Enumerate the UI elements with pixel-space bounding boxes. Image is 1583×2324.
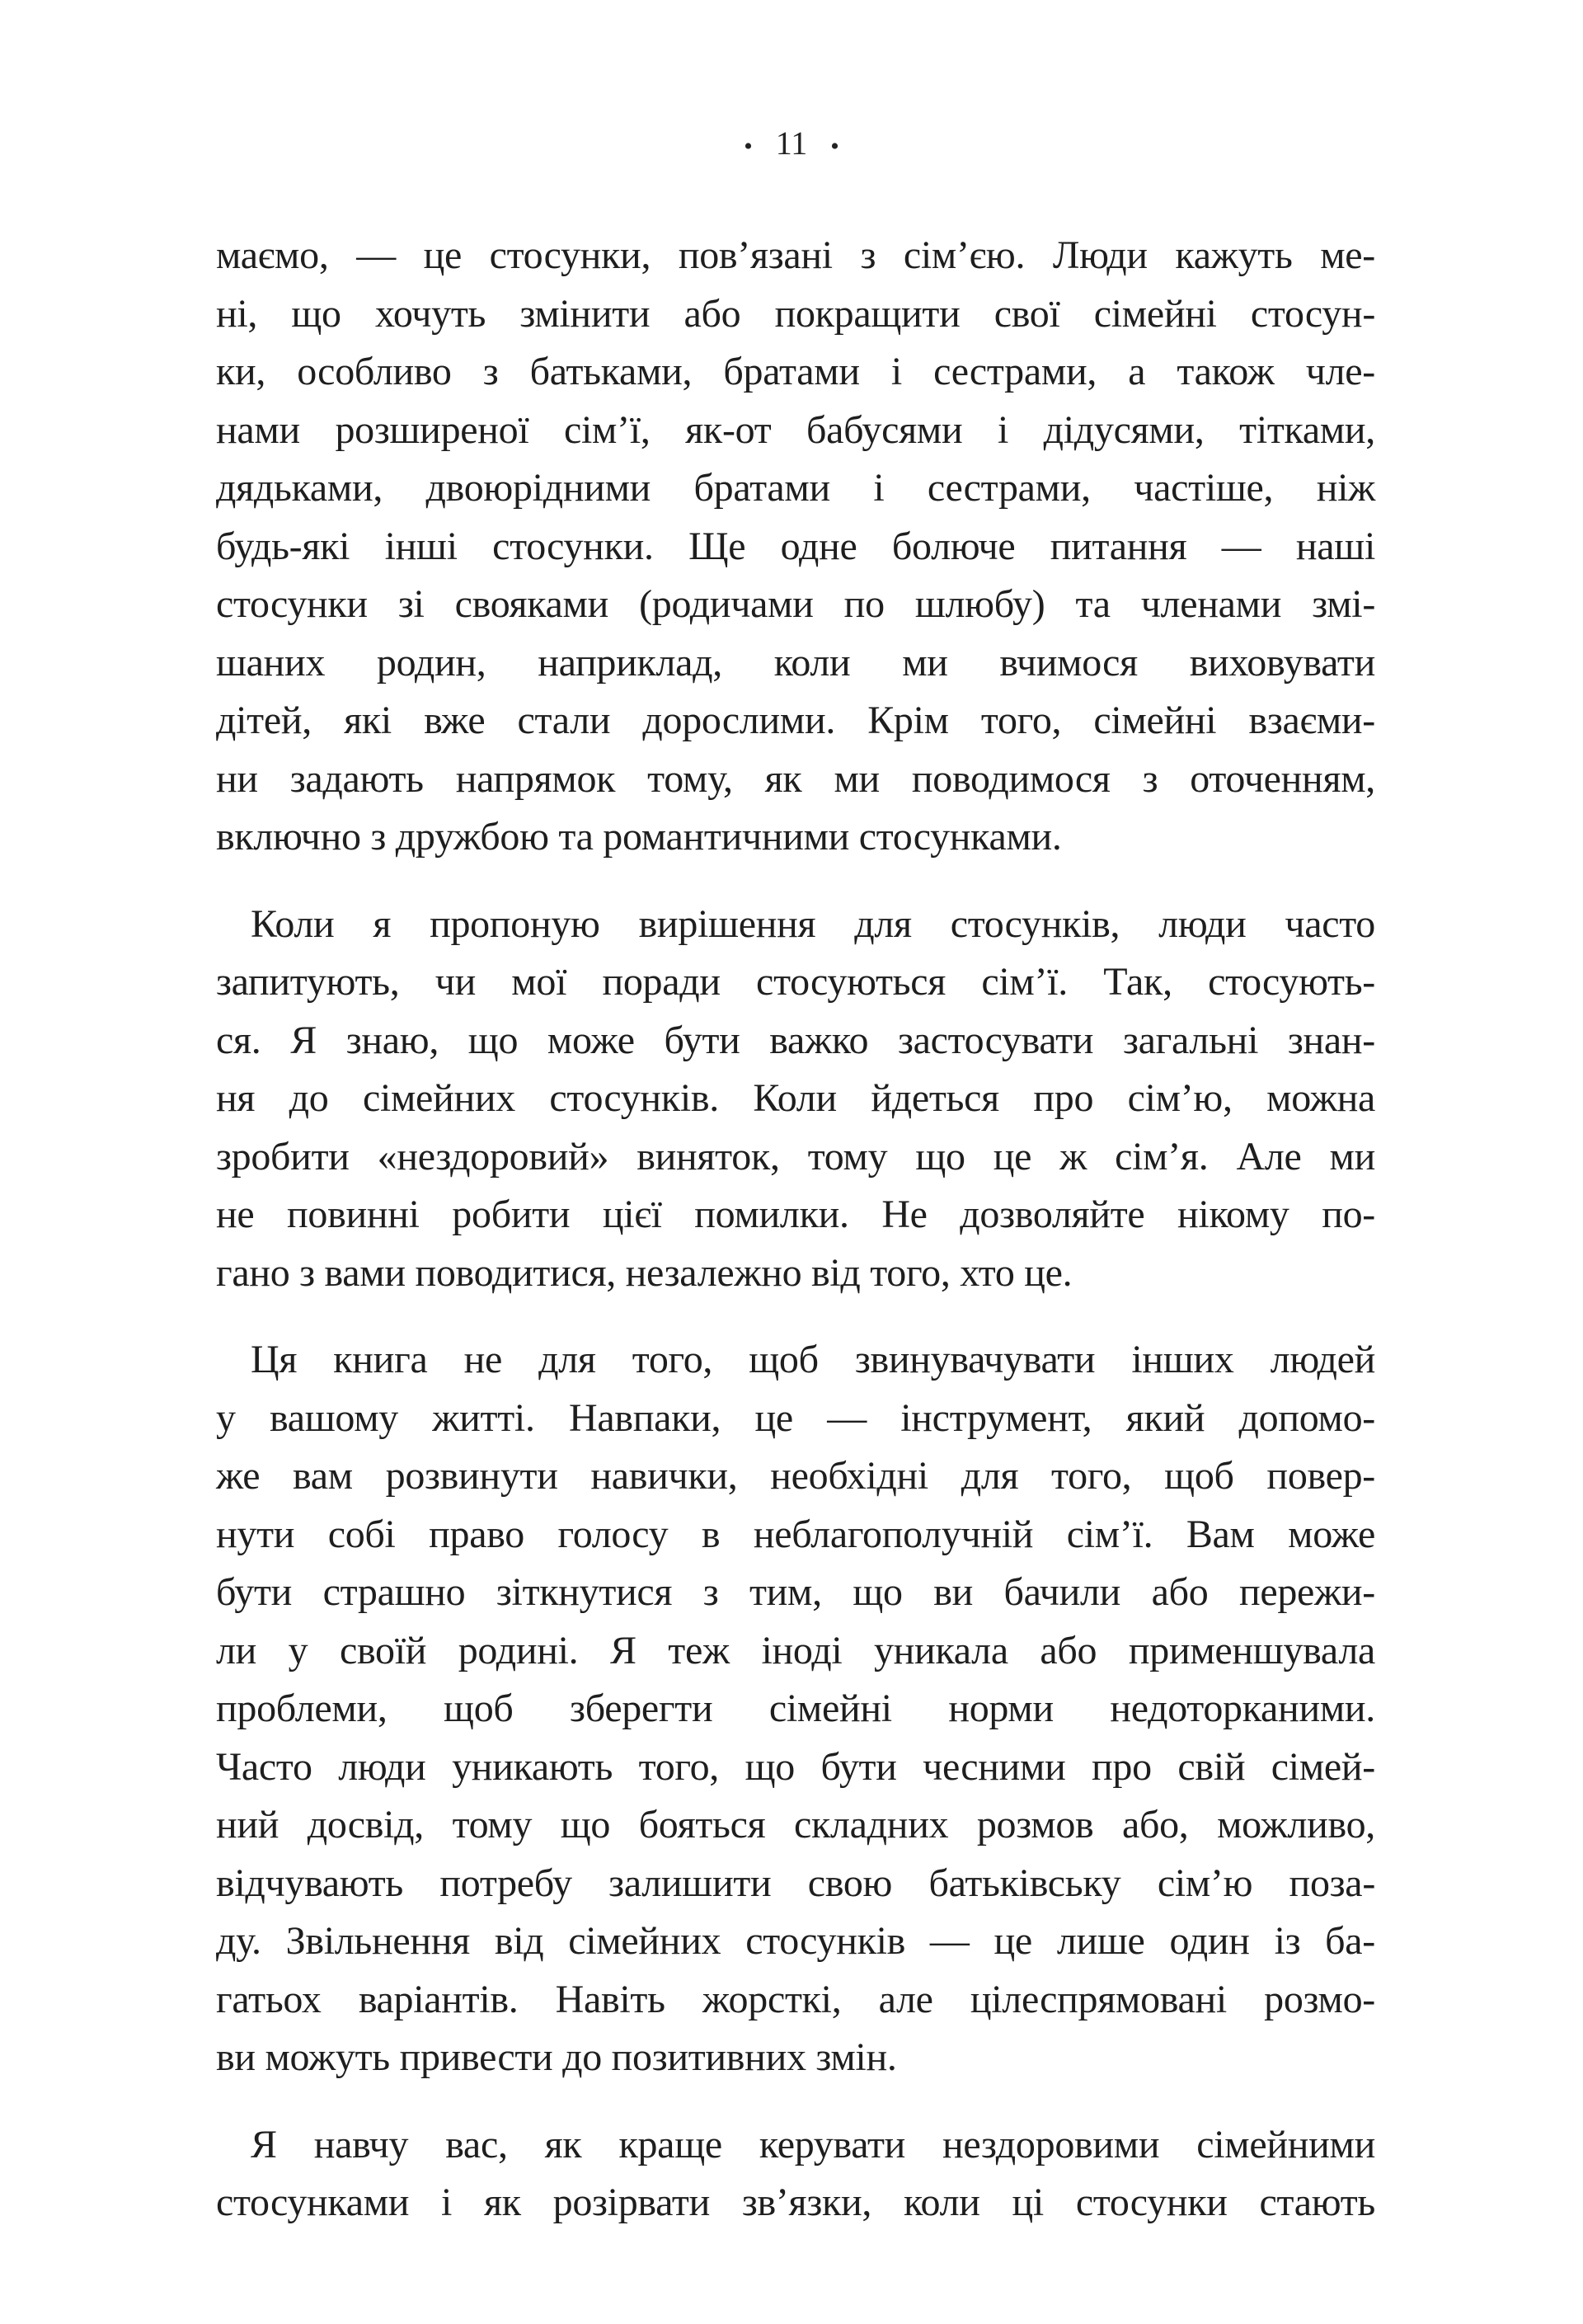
bullet-icon: • [744,132,753,160]
text-line: маємо, — це стосунки, пов’язані з сім’єю. Люди кажуть ме- [216,233,1375,277]
text-line: стосунки зі свояками (родичами по шлюбу) та членами змі- [216,582,1375,626]
text-line: стосунками і як розірвати зв’язки, коли ці стосунки стають [216,2181,1375,2224]
bullet-icon: • [830,132,839,160]
paragraph [216,1331,1375,2087]
text-line: не повинні робити цієї помилки. Не дозволяйте нікому по- [216,1193,1375,1236]
text-line: ни задають напрямок тому, як ми поводимося з оточенням, [216,756,1375,801]
text-line: будь-які інші стосунки. Ще одне болюче питання — наші [216,524,1375,568]
page-number-text: 11 [775,125,808,162]
body-text [216,227,1375,2261]
text-line: ви можуть привести до позитивних змін. [216,2035,897,2079]
text-line: же вам розвинути навички, необхідні для того, щоб повер- [216,1454,1375,1498]
text-line: зробити «нездоровий» виняток, тому що це ж сім’я. Але ми [216,1134,1375,1178]
text-line: ні, що хочуть змінити або покращити свої сімейні стосун- [216,291,1375,336]
text-line: ду. Звільнення від сімейних стосунків — це лише один із ба- [216,1919,1375,1963]
text-line: Коли я пропоную вирішення для стосунків, люди часто [251,901,1375,946]
text-line: ли у своїй родині. Я теж іноді уникала або применшувала [216,1628,1375,1672]
text-line: ня до сімейних стосунків. Коли йдеться про сім’ю, можна [216,1076,1375,1120]
text-line: ний досвід, тому що бояться складних розмов або, можливо, [216,1803,1375,1846]
paragraph [216,896,1375,1303]
paragraph [216,2116,1375,2232]
page-number [0,124,1583,162]
text-line: у вашому житті. Навпаки, це — інструмент, який допомо- [216,1395,1375,1440]
text-line: гатьох варіантів. Навіть жорсткі, але цілеспрямовані розмо- [216,1977,1375,2021]
text-line: ся. Я знаю, що може бути важко застосувати загальні знан- [216,1018,1375,1062]
text-line: дядьками, двоюрідними братами і сестрами, частіше, ніж [216,466,1375,510]
text-line: нути собі право голосу в неблагополучній сім’ї. Вам може [216,1512,1375,1556]
text-line: запитують, чи мої поради стосуються сім’ї. Так, стосують- [216,960,1375,1004]
text-line: шаних родин, наприклад, коли ми вчимося виховувати [216,640,1375,684]
text-line: проблеми, щоб зберегти сімейні норми недоторканими. [216,1687,1375,1730]
text-line: Часто люди уникають того, що бути чесними про свій сімей- [216,1744,1375,1789]
text-line: Я навчу вас, як краще керувати нездоровими сімейними [251,2122,1375,2166]
text-line: відчувають потребу залишити свою батьківську сім’ю поза- [216,1861,1375,1905]
paragraph [216,227,1375,867]
text-line: Ця книга не для того, щоб звинувачувати інших людей [251,1338,1375,1381]
text-line: нами розширеної сім’ї, як-от бабусями і дідусями, тітками, [216,407,1375,452]
text-line: ки, особливо з батьками, братами і сестрами, а також чле- [216,350,1375,393]
text-line: гано з вами поводитися, незалежно від того, хто це. [216,1250,1073,1295]
text-line: дітей, які вже стали дорослими. Крім того, сімейні взаєми- [216,699,1375,742]
text-line: бути страшно зіткнутися з тим, що ви бачили або пережи- [216,1570,1375,1614]
text-line: включно з дружбою та романтичними стосунками. [216,815,1062,859]
